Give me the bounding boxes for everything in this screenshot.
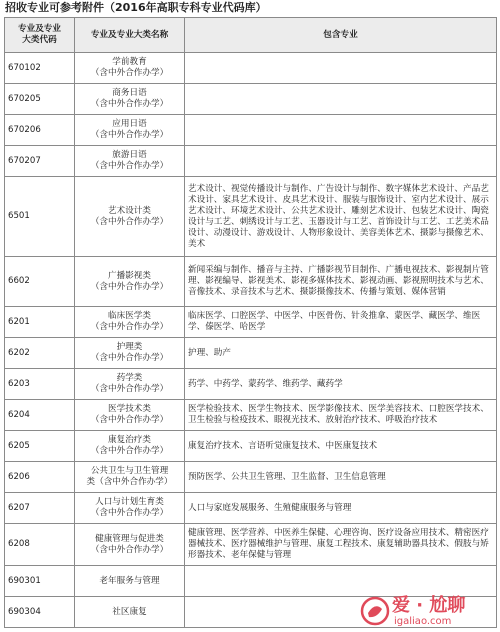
row-name-line: （含中外合作办学） [90,216,169,227]
row-majors: 康复治疗技术、言语听觉康复技术、中医康复技术 [185,431,497,462]
row-code: 670206 [5,115,75,146]
table-row [5,524,497,566]
row-majors: 医学检验技术、医学生物技术、医学影像技术、医学美容技术、口腔医学技术、卫生检验与检疫技术、眼视光技术、放射治疗技术、呼吸治疗技术 [185,400,497,431]
row-name-line: （含中外合作办学） [90,99,169,109]
row-name [75,431,185,462]
row-name-line: 临床医学类 [108,311,151,321]
row-name [75,53,185,84]
row-name-line: （含中外合作办学） [90,384,169,394]
row-name [75,493,185,524]
header-majors: 包含专业 [185,18,497,53]
row-majors [185,115,497,146]
row-code: 6201 [5,307,75,338]
row-name-line: （含中外合作办学） [90,544,169,555]
row-name-line: （含中外合作办学） [90,130,169,140]
row-name-line: 老年服务与管理 [99,575,160,586]
row-code: 670207 [5,146,75,177]
table-row [5,462,497,493]
row-name-line: （含中外合作办学） [90,446,169,456]
row-code: 6207 [5,493,75,524]
row-name-line: 康复治疗类 [108,435,151,445]
watermark-text: 爱 · 尬聊 [392,595,466,616]
row-name-line: （含中外合作办学） [90,415,169,425]
row-code: 6205 [5,431,75,462]
row-name [75,307,185,338]
row-name [75,257,185,307]
row-name [75,369,185,400]
row-code: 6203 [5,369,75,400]
site-watermark [360,594,496,630]
table-row [5,431,497,462]
row-name [75,115,185,146]
row-name-line: 广播影视类 [108,270,151,281]
row-majors [185,146,497,177]
row-code: 6202 [5,338,75,369]
row-name-line: （含中外合作办学） [90,281,169,292]
row-name-line: 人口与计划生育类 [95,497,164,507]
row-name [75,84,185,115]
row-code: 6501 [5,177,75,257]
table-row [5,115,497,146]
watermark-url: igaliao.com [394,616,452,627]
row-name-line: （含中外合作办学） [90,68,169,78]
row-name-line: 医学技术类 [108,404,151,414]
row-name-line: 药学类 [116,373,143,383]
row-majors: 健康管理、医学营养、中医养生保健、心理咨询、医疗设备应用技术、精密医疗器械技术、医疗器械维护与管理、康复工程技术、康复辅助器具技术、假肢与矫形器技术、老年保健与管理 [185,524,497,566]
row-name-line: 社区康复 [112,606,147,617]
table-row [5,307,497,338]
row-name-line: 公共卫生与卫生管理 [90,466,169,476]
row-majors: 新闻采编与制作、播音与主持、广播影视节目制作、广播电视技术、影视制片管理、影视编导、影视美术、影视多媒体技术、影视动画、影视照明技术与艺术、音像技术、录音技术与艺术、摄影摄像技术、传播与策划、媒体营销 [185,257,497,307]
major-code-table [4,17,497,628]
table-row [5,84,497,115]
header-name: 专业及专业大类名称 [75,18,185,53]
row-name-line: 艺术设计类 [108,205,151,216]
row-code: 6206 [5,462,75,493]
table-row [5,146,497,177]
row-name [75,597,185,628]
row-majors: 艺术设计、视觉传播设计与制作、广告设计与制作、数字媒体艺术设计、产品艺术设计、家具艺术设计、皮具艺术设计、服装与服饰设计、室内艺术设计、展示艺术设计、环境艺术设计、公共艺术设计、雕刻艺术设计、包装艺术设计、陶瓷设计与工艺、刺绣设计与工艺、玉器设计与工艺、首饰设计与工艺、工艺美术品设计、动漫设计、游戏设计、人物形象设计、美容美体艺术、摄影与摄像艺术、美术 [185,177,497,257]
row-majors: 临床医学、口腔医学、中医学、中医骨伤、针灸推拿、蒙医学、藏医学、维医学、傣医学、哈医学 [185,307,497,338]
row-code: 690301 [5,566,75,597]
table-row [5,369,497,400]
row-name [75,338,185,369]
table-row [5,257,497,307]
row-name [75,524,185,566]
row-name [75,400,185,431]
row-code: 690304 [5,597,75,628]
row-name-line: 类（含中外合作办学） [86,477,173,487]
row-name-line: （含中外合作办学） [90,353,169,363]
table-header-row [5,18,497,53]
row-name-line: （含中外合作办学） [90,161,169,171]
row-code: 6204 [5,400,75,431]
row-name-line: 商务日语 [112,88,147,98]
row-name [75,566,185,597]
row-code: 6208 [5,524,75,566]
watermark-logo-icon [360,596,390,626]
table-row [5,400,497,431]
row-name-line: （含中外合作办学） [90,508,169,518]
row-name [75,146,185,177]
row-name-line: 学前教育 [112,57,147,67]
row-name [75,462,185,493]
row-name-line: 护理类 [116,342,143,352]
row-majors: 人口与家庭发展服务、生殖健康服务与管理 [185,493,497,524]
row-code: 670102 [5,53,75,84]
row-majors [185,53,497,84]
row-name-line: 应用日语 [112,119,147,129]
row-name [75,177,185,257]
table-row [5,566,497,597]
row-majors [185,84,497,115]
row-majors: 预防医学、公共卫生管理、卫生监督、卫生信息管理 [185,462,497,493]
document-title: 招收专业可参考附件（2016年高职专科专业代码库） [5,1,267,14]
table-row [5,493,497,524]
table-body [5,53,497,628]
row-name-line: （含中外合作办学） [90,322,169,332]
header-code: 专业及专业 大类代码 [5,18,75,53]
table-row [5,338,497,369]
row-majors: 药学、中药学、蒙药学、维药学、藏药学 [185,369,497,400]
table-row [5,177,497,257]
row-code: 6602 [5,257,75,307]
table-row [5,53,497,84]
row-majors [185,566,497,597]
row-majors: 护理、助产 [185,338,497,369]
row-name-line: 旅游日语 [112,150,147,160]
row-code: 670205 [5,84,75,115]
row-name-line: 健康管理与促进类 [95,533,164,544]
